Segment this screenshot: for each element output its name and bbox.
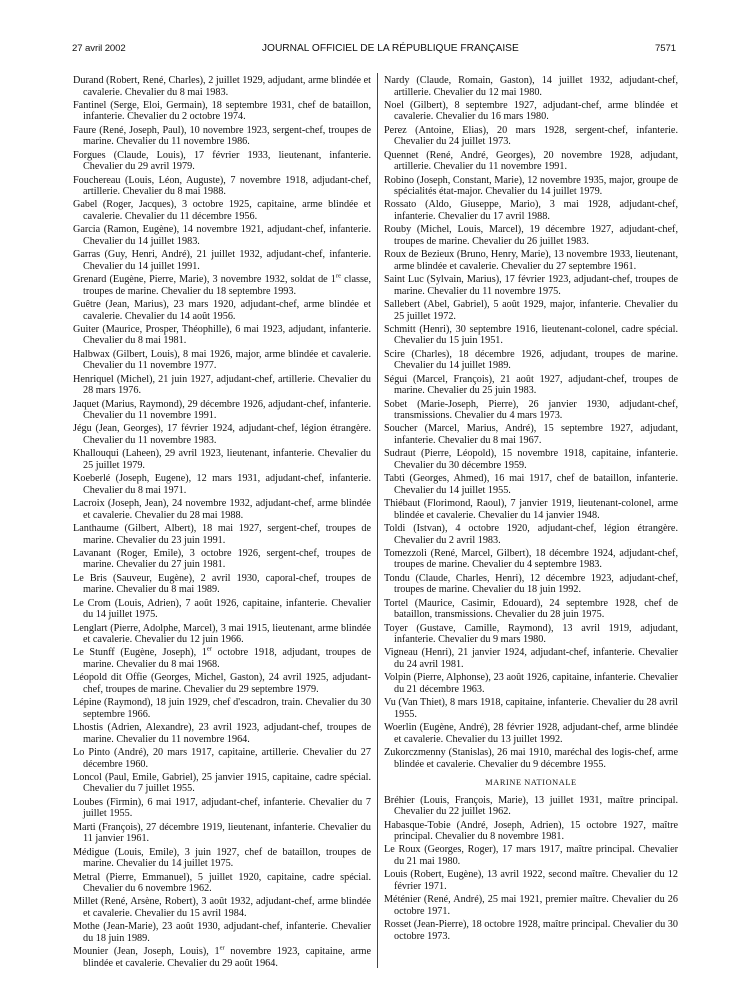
decree-entry: Gabel (Roger, Jacques), 3 octobre 1925, capitaine, arme blindée et cavalerie. Chevalier du 11 décembre 1956. — [73, 199, 371, 222]
decree-entry: Lhostis (Adrien, Alexandre), 23 avril 1923, adjudant-chef, troupes de marine. Chevalier du 11 novembre 1964. — [73, 722, 371, 745]
page-header — [72, 41, 676, 55]
decree-entry: Toldi (Istvan), 4 octobre 1920, adjudant-chef, légion étrangère. Chevalier du 2 avril 1983. — [384, 523, 678, 546]
decree-entry: Garras (Guy, Henri, André), 21 juillet 1932, adjudant-chef, infanterie. Chevalier du 14 juillet 1991. — [73, 249, 371, 272]
decree-entry: Rossato (Aldo, Giuseppe, Mario), 3 mai 1928, adjudant-chef, infanterie. Chevalier du 17 avril 1988. — [384, 199, 678, 222]
decree-entry: Tomezzoli (René, Marcel, Gilbert), 18 décembre 1924, adjudant-chef, troupes de marine. Chevalier du 4 septembre 1983. — [384, 547, 678, 571]
decree-entry: Woerlin (Eugène, André), 28 février 1928, adjudant-chef, arme blindée et cavalerie. Chevalier du 13 juillet 1992. — [384, 722, 678, 745]
decree-entry: Lo Pinto (André), 20 mars 1917, capitaine, artillerie. Chevalier du 27 décembre 1960. — [73, 747, 371, 770]
decree-entry: Mothe (Jean-Marie), 23 août 1930, adjudant-chef, infanterie. Chevalier du 18 juin 1989. — [73, 921, 371, 944]
decree-entry: Toyer (Gustave, Camille, Raymond), 13 avril 1919, adjudant, infanterie. Chevalier du 9 mars 1980. — [384, 622, 678, 646]
decree-entry: Perez (Antoine, Elias), 20 mars 1928, sergent-chef, infanterie. Chevalier du 24 juillet 1973. — [384, 124, 678, 148]
decree-entry: Marti (François), 27 décembre 1919, lieutenant, infanterie. Chevalier du 11 janvier 1961. — [73, 821, 371, 845]
page-number: 7571 — [655, 42, 676, 54]
decree-entry: Sallebert (Abel, Gabriel), 5 août 1929, major, infanterie. Chevalier du 25 juillet 1972. — [384, 299, 678, 322]
decree-entry: Nardy (Claude, Romain, Gaston), 14 juillet 1932, adjudant-chef, artillerie. Chevalier du 12 mai 1980. — [384, 75, 678, 98]
decree-entry: Metral (Pierre, Emmanuel), 5 juillet 1920, capitaine, cadre spécial. Chevalier du 6 novembre 1962. — [73, 871, 371, 895]
decree-entry: Robino (Joseph, Constant, Marie), 12 novembre 1935, major, groupe de spécialités état-major. Chevalier du 14 juillet 1979. — [384, 174, 678, 198]
decree-entry: Thiébaut (Florimond, Raoul), 7 janvier 1919, lieutenant-colonel, arme blindée et cavalerie. Chevalier du 14 janvier 1948. — [384, 498, 678, 521]
decree-entry: Guêtre (Jean, Marius), 23 mars 1920, adjudant-chef, arme blindée et cavalerie. Chevalier du 14 août 1956. — [73, 299, 371, 322]
decree-entry: Noel (Gilbert), 8 septembre 1927, adjudant-chef, arme blindée et cavalerie. Chevalier du 16 mars 1980. — [384, 99, 678, 123]
decree-entry: Loncol (Paul, Emile, Gabriel), 25 janvier 1915, capitaine, cadre spécial. Chevalier du 7 juillet 1955. — [73, 771, 371, 795]
decree-entry: Soucher (Marcel, Marius, André), 15 septembre 1927, adjudant, infanterie. Chevalier du 8 mai 1967. — [384, 423, 678, 447]
decree-entry: Rosset (Jean-Pierre), 18 octobre 1928, maître principal. Chevalier du 30 octobre 1973. — [384, 919, 678, 942]
decree-entry: Fouchereau (Louis, Léon, Auguste), 7 novembre 1918, adjudant-chef, artillerie. Chevalier du 8 mai 1988. — [73, 174, 371, 198]
decree-entry: Scire (Charles), 18 décembre 1926, adjudant, troupes de marine. Chevalier du 14 juillet 1989. — [384, 348, 678, 372]
section-title-marine: MARINE NATIONALE — [485, 778, 577, 788]
decree-entry: Tabti (Georges, Ahmed), 16 mai 1917, chef de bataillon, infanterie. Chevalier du 14 juillet 1955. — [384, 473, 678, 496]
decree-entry: Habasque-Tobie (André, Joseph, Adrien), 15 octobre 1927, maître principal. Chevalier du 8 novembre 1981. — [384, 819, 678, 843]
decree-entry: Khallouqui (Laheen), 29 avril 1923, lieutenant, infanterie. Chevalier du 25 juillet 1979. — [73, 448, 371, 471]
decree-entry: Henriquel (Michel), 21 juin 1927, adjudant-chef, artillerie. Chevalier du 28 mars 1976. — [73, 373, 371, 397]
decree-entry: Jégu (Jean, Georges), 17 février 1924, adjudant-chef, légion étrangère. Chevalier du 11 novembre 1983. — [73, 423, 371, 447]
decree-entry: Durand (Robert, René, Charles), 2 juillet 1929, adjudant, arme blindée et cavalerie. Chevalier du 8 mai 1983. — [73, 75, 371, 98]
decree-entry: Mounier (Jean, Joseph, Louis), 1er novembre 1923, capitaine, arme blindée et cavalerie. Chevalier du 29 août 1964. — [73, 944, 371, 969]
decree-entry: Lépine (Raymond), 18 juin 1929, chef d'escadron, train. Chevalier du 30 septembre 1966. — [73, 697, 371, 720]
decree-entry: Loubes (Firmin), 6 mai 1917, adjudant-chef, infanterie. Chevalier du 7 juillet 1955. — [73, 796, 371, 820]
decree-entry: Volpin (Pierre, Alphonse), 23 août 1926, capitaine, infanterie. Chevalier du 21 décembre 1963. — [384, 672, 678, 695]
header-date: 27 avril 2002 — [72, 42, 126, 54]
decree-entry: Louis (Robert, Eugène), 13 avril 1922, second maître. Chevalier du 12 février 1971. — [384, 869, 678, 892]
decree-entry: Millet (René, Arsène, Robert), 3 août 1932, adjudant-chef, arme blindée et cavalerie. Chevalier du 15 avril 1984. — [73, 896, 371, 919]
decree-entry: Vu (Van Thiet), 8 mars 1918, capitaine, infanterie. Chevalier du 28 avril 1955. — [384, 697, 678, 720]
decree-entry: Sobet (Marie-Joseph, Pierre), 26 janvier 1930, adjudant-chef, transmissions. Chevalier du 4 mars 1973. — [384, 398, 678, 422]
decree-entry: Koeberlé (Joseph, Eugene), 12 mars 1931, adjudant-chef, infanterie. Chevalier du 8 mai 1971. — [73, 473, 371, 496]
decree-entry: Vigneau (Henri), 21 janvier 1924, adjudant-chef, infanterie. Chevalier du 24 avril 1981. — [384, 647, 678, 671]
decree-entry: Méténier (René, André), 25 mai 1921, premier maître. Chevalier du 26 octobre 1971. — [384, 894, 678, 917]
decree-entry: Le Crom (Louis, Adrien), 7 août 1926, capitaine, infanterie. Chevalier du 14 juillet 1975. — [73, 597, 371, 621]
decree-entry: Tondu (Claude, Charles, Henri), 12 décembre 1923, adjudant-chef, troupes de marine. Chevalier du 18 juin 1992. — [384, 572, 678, 596]
decree-entry: Rouby (Michel, Louis, Marcel), 19 décembre 1927, adjudant-chef, troupes de marine. Chevalier du 26 juillet 1983. — [384, 224, 678, 247]
decree-entry: Ségui (Marcel, François), 21 août 1927, adjudant-chef, troupes de marine. Chevalier du 25 juin 1983. — [384, 373, 678, 397]
decree-entry: Lenglart (Pierre, Adolphe, Marcel), 3 mai 1915, lieutenant, arme blindée et cavalerie. Chevalier du 12 juin 1966. — [73, 622, 371, 646]
decree-entry: Roux de Bezieux (Bruno, Henry, Marie), 13 novembre 1933, lieutenant, arme blindée et cavalerie. Chevalier du 27 septembre 1961. — [384, 249, 678, 272]
decree-entry: Jaquet (Marius, Raymond), 29 décembre 1926, adjudant-chef, infanterie. Chevalier du 11 novembre 1991. — [73, 398, 371, 422]
decree-entry: Tortel (Maurice, Casimir, Edouard), 24 septembre 1928, chef de bataillon, transmissions. Chevalier du 28 juin 1975. — [384, 597, 678, 621]
decree-entry: Le Stunff (Eugène, Joseph), 1er octobre 1918, adjudant, troupes de marine. Chevalier du 8 mai 1968. — [73, 646, 371, 671]
decree-entry: Grenard (Eugène, Pierre, Marie), 3 novembre 1932, soldat de 1re classe, troupes de marine. Chevalier du 18 septembre 1993. — [73, 272, 371, 297]
decree-entry: Halbwax (Gilbert, Louis), 8 mai 1926, major, arme blindée et cavalerie. Chevalier du 11 novembre 1977. — [73, 348, 371, 372]
decree-entry: Léopold dit Offie (Georges, Michel, Gaston), 24 avril 1925, adjudant-chef, troupes de marine. Chevalier du 29 septembre 1979. — [73, 672, 371, 695]
right-column — [384, 75, 678, 944]
decree-entry: Bréhier (Louis, François, Marie), 13 juillet 1931, maître principal. Chevalier du 22 juillet 1962. — [384, 794, 678, 818]
journal-title: JOURNAL OFFICIEL DE LA RÉPUBLIQUE FRANÇAISE — [261, 42, 519, 54]
marine-entries — [384, 795, 678, 943]
decree-entry: Saint Luc (Sylvain, Marius), 17 février 1923, adjudant-chef, troupes de marine. Chevalier du 11 novembre 1975. — [384, 274, 678, 297]
decree-entry: Lanthaume (Gilbert, Albert), 18 mai 1927, sergent-chef, troupes de marine. Chevalier du 23 juin 1991. — [73, 523, 371, 546]
decree-entry: Le Roux (Georges, Roger), 17 mars 1917, maître principal. Chevalier du 21 mai 1980. — [384, 844, 678, 868]
decree-entry: Zukorczmenny (Stanislas), 26 mai 1910, maréchal des logis-chef, arme blindée et cavalerie. Chevalier du 9 décembre 1955. — [384, 747, 678, 770]
column-divider — [377, 73, 378, 968]
left-column — [73, 75, 371, 971]
right-column-entries — [384, 75, 678, 770]
decree-entry: Sudraut (Pierre, Léopold), 15 novembre 1918, capitaine, infanterie. Chevalier du 30 décembre 1959. — [384, 448, 678, 471]
decree-entry: Forgues (Claude, Louis), 17 février 1933, lieutenant, infanterie. Chevalier du 29 avril 1979. — [73, 149, 371, 173]
decree-entry: Schmitt (Henri), 30 septembre 1916, lieutenant-colonel, cadre spécial. Chevalier du 15 juin 1951. — [384, 323, 678, 347]
decree-entry: Guiter (Maurice, Prosper, Théophille), 6 mai 1923, adjudant, infanterie. Chevalier du 8 mai 1981. — [73, 323, 371, 347]
decree-entry: Faure (René, Joseph, Paul), 10 novembre 1923, sergent-chef, troupes de marine. Chevalier du 11 novembre 1986. — [73, 124, 371, 148]
decree-entry: Lacroix (Joseph, Jean), 24 novembre 1932, adjudant-chef, arme blindée et cavalerie. Chevalier du 28 mai 1988. — [73, 498, 371, 521]
decree-entry: Le Bris (Sauveur, Eugène), 2 avril 1930, caporal-chef, troupes de marine. Chevalier du 8 mai 1989. — [73, 572, 371, 596]
decree-entry: Quennet (René, André, Georges), 20 novembre 1928, adjudant, artillerie. Chevalier du 11 novembre 1991. — [384, 149, 678, 173]
decree-entry: Garcia (Ramon, Eugène), 14 novembre 1921, adjudant-chef, infanterie. Chevalier du 14 juillet 1983. — [73, 224, 371, 247]
decree-entry: Lavanant (Roger, Emile), 3 octobre 1926, sergent-chef, troupes de marine. Chevalier du 27 juin 1981. — [73, 547, 371, 571]
decree-entry: Médigue (Louis, Emile), 3 juin 1927, chef de bataillon, troupes de marine. Chevalier du 14 juillet 1975. — [73, 846, 371, 870]
decree-entry: Fantinel (Serge, Eloi, Germain), 18 septembre 1931, chef de bataillon, infanterie. Chevalier du 2 octobre 1974. — [73, 99, 371, 123]
